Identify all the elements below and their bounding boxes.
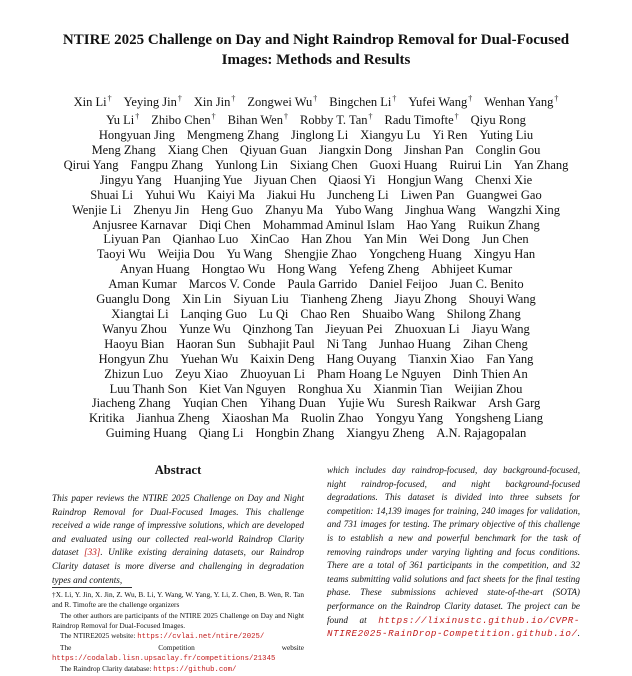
author-line bbox=[30, 277, 602, 292]
author-name: Yujie Wu bbox=[337, 396, 385, 411]
author-name: Liyuan Pan bbox=[103, 232, 161, 247]
author-name: Zhenyu Jin bbox=[133, 202, 190, 217]
author-name: Yefeng Zheng bbox=[348, 262, 420, 277]
author-line bbox=[30, 92, 602, 110]
footnote-label: The Competition website bbox=[60, 642, 304, 652]
author-line bbox=[30, 110, 602, 128]
author-name: Wangzhi Xing bbox=[487, 202, 560, 217]
author-line bbox=[30, 322, 602, 337]
author-name: Conglin Gou bbox=[475, 143, 541, 158]
author-name: Weijian Zhou bbox=[454, 381, 523, 396]
author-line bbox=[30, 426, 602, 441]
author-name: Yuqian Chen bbox=[182, 396, 248, 411]
author-name: Chao Ren bbox=[300, 307, 351, 321]
author-name: Bihan Wen† bbox=[227, 112, 288, 128]
author-line bbox=[30, 411, 602, 426]
author-name: Xianmin Tian bbox=[373, 381, 443, 396]
author-name: Xiang Chen bbox=[167, 143, 228, 158]
author-name: Zihan Cheng bbox=[462, 336, 528, 351]
author-name: Mohammad Aminul Islam bbox=[262, 217, 395, 232]
author-name: Xiaoshan Ma bbox=[221, 411, 289, 426]
author-name: Xin Li† bbox=[73, 94, 112, 110]
author-name: Yihang Duan bbox=[259, 396, 326, 411]
author-line bbox=[30, 262, 602, 277]
author-name: Jiakui Hu bbox=[266, 187, 316, 202]
author-list bbox=[30, 92, 602, 441]
organizer-mark: † bbox=[368, 112, 373, 122]
author-name: Ruolin Zhao bbox=[300, 411, 364, 426]
author-name: Yuhui Wu bbox=[144, 187, 196, 202]
author-name: Yan Min bbox=[363, 232, 408, 247]
author-name: Zhizun Luo bbox=[104, 366, 163, 381]
author-name: Tianxin Xiao bbox=[408, 351, 475, 366]
author-name: Kiet Van Nguyen bbox=[199, 381, 286, 396]
author-name: Lu Qi bbox=[258, 307, 289, 321]
author-name: Wanyu Zhou bbox=[102, 321, 167, 336]
author-name: Hao Yang bbox=[406, 217, 456, 232]
author-name: Haoyu Bian bbox=[104, 336, 165, 351]
author-name: Jianhua Zheng bbox=[136, 411, 210, 426]
author-name: Juan C. Benito bbox=[449, 277, 524, 292]
author-name: Xiangyu Lu bbox=[360, 128, 421, 143]
author-name: Juncheng Li bbox=[327, 187, 389, 202]
author-name: Jiyuan Chen bbox=[254, 172, 317, 187]
author-name: Qiyu Rong bbox=[470, 113, 526, 128]
abstract-left-column bbox=[52, 492, 304, 587]
author-name: Chenxi Xie bbox=[474, 172, 533, 187]
ntire-website-link[interactable]: https://cvlai.net/ntire/2025/ bbox=[137, 633, 265, 641]
author-name: Yeying Jin† bbox=[123, 94, 182, 110]
author-name: Shuai Li bbox=[90, 187, 133, 202]
author-line bbox=[30, 382, 602, 397]
author-name: Yu Li† bbox=[106, 112, 140, 128]
abstract-text: This paper reviews the NTIRE 2025 Challenge on Day and Night Raindrop Removal for Dual-Focused Images. This challenge received a wide range of impressive solutions, which are developed and evaluated using our collected real-world Raindrop Clarity dataset bbox=[52, 493, 304, 558]
author-name: Jinglong Li bbox=[290, 128, 349, 143]
author-name: Zongwei Wu† bbox=[247, 94, 318, 110]
database-link[interactable]: https://github.com/ bbox=[153, 666, 237, 674]
author-line bbox=[30, 218, 602, 233]
author-line bbox=[30, 247, 602, 262]
author-name: Zhanyu Ma bbox=[264, 202, 323, 217]
organizer-mark: † bbox=[177, 94, 182, 103]
footnote-label: The NTIRE2025 website: bbox=[60, 631, 138, 640]
author-line bbox=[30, 158, 602, 173]
abstract-text: . Unlike existing deraining datasets, our Raindrop Clarity dataset is more diverse and challenging in degradation types and contents, bbox=[52, 547, 304, 585]
citation-link[interactable]: [33] bbox=[84, 547, 101, 558]
author-line bbox=[30, 143, 602, 158]
author-name: Shengjie Zhao bbox=[284, 247, 357, 262]
author-name: Jiayu Zhong bbox=[394, 292, 457, 307]
organizer-mark: † bbox=[107, 94, 112, 103]
competition-website-link[interactable]: https://codalab.lisn.upsaclay.fr/competitions/21345 bbox=[52, 654, 276, 663]
author-line bbox=[30, 173, 602, 188]
author-name: Jun Chen bbox=[481, 232, 529, 247]
author-name: Wenhan Yang† bbox=[484, 94, 559, 110]
author-name: Zhuoyuan Li bbox=[240, 366, 305, 381]
author-name: Yunze Wu bbox=[178, 321, 231, 336]
author-name: Aman Kumar bbox=[108, 277, 177, 292]
author-name: Kaiyi Ma bbox=[207, 187, 255, 202]
author-name: Xingyu Han bbox=[473, 247, 536, 262]
footnote-competition-website bbox=[52, 643, 304, 664]
author-name: Shouyi Wang bbox=[468, 292, 536, 307]
author-line bbox=[30, 352, 602, 367]
author-name: Jieyuan Pei bbox=[325, 321, 383, 336]
author-name: Qinzhong Tan bbox=[242, 321, 314, 336]
author-name: Zeyu Xiao bbox=[174, 366, 229, 381]
author-name: Jingyu Yang bbox=[99, 172, 162, 187]
organizer-mark: † bbox=[392, 94, 397, 103]
author-name: Hongjun Wang bbox=[387, 172, 463, 187]
author-name: Yu Wang bbox=[226, 247, 273, 262]
author-name: Anyan Huang bbox=[119, 262, 190, 277]
author-name: Suresh Raikwar bbox=[396, 396, 477, 411]
author-name: Abhijeet Kumar bbox=[431, 262, 513, 277]
author-name: Lanqing Guo bbox=[180, 307, 247, 321]
author-name: Luu Thanh Son bbox=[109, 381, 188, 396]
author-line bbox=[30, 396, 602, 411]
author-name: Kaixin Deng bbox=[250, 351, 315, 366]
author-name: Yongcheng Huang bbox=[368, 247, 462, 262]
author-name: Meng Zhang bbox=[91, 143, 156, 158]
author-name: Heng Guo bbox=[201, 202, 253, 217]
organizer-mark: † bbox=[231, 94, 236, 103]
author-name: Yan Zhang bbox=[513, 157, 569, 172]
author-line bbox=[30, 188, 602, 203]
footnote-database bbox=[52, 664, 304, 675]
author-name: Siyuan Liu bbox=[233, 292, 289, 307]
author-name: Yuting Liu bbox=[479, 128, 534, 143]
author-name: Guiming Huang bbox=[105, 426, 187, 441]
author-name: Ronghua Xu bbox=[297, 381, 362, 396]
author-name: Pham Hoang Le Nguyen bbox=[316, 366, 441, 381]
author-line bbox=[30, 203, 602, 218]
author-name: Xin Jin† bbox=[193, 94, 236, 110]
abstract-text: . bbox=[577, 628, 580, 639]
author-name: Hang Ouyang bbox=[326, 351, 397, 366]
author-name: Diqi Chen bbox=[198, 217, 251, 232]
author-name: Subhajit Paul bbox=[247, 336, 315, 351]
author-name: Ni Tang bbox=[326, 336, 367, 351]
author-name: Yongsheng Liang bbox=[455, 411, 543, 426]
abstract-text: which includes day raindrop-focused, day background-focused, night raindrop-focused, and night background-focused degradations. This dataset is divided into three subsets for competition: 14,139 images for training, 240 images for validation, and 731 images for testing. The primary objective of this challenge is to establish a new and powerful benchmark for the task of removing raindrops under varying lighting and focus conditions. There are a total of 361 participants in the competition, and 32 teams submitting valid solutions and fact sheets for the final testing phase. These submissions achieved state-of-the-art (SOTA) performance on the Raindrop Clarity dataset. The project can be found at bbox=[327, 465, 580, 625]
abstract-right-column bbox=[327, 464, 580, 641]
author-name: Mengmeng Zhang bbox=[186, 128, 279, 143]
author-name: Zhibo Chen† bbox=[151, 112, 216, 128]
author-name: Huanjing Yue bbox=[173, 172, 243, 187]
author-name: Bingchen Li† bbox=[329, 94, 397, 110]
author-name: Shuaibo Wang bbox=[362, 307, 435, 321]
author-name: Arsh Garg bbox=[488, 396, 541, 411]
footnote-divider bbox=[52, 587, 132, 588]
author-name: Kritika bbox=[88, 411, 125, 426]
author-name: Ruirui Lin bbox=[449, 157, 502, 172]
author-name: Hongbin Zhang bbox=[255, 426, 335, 441]
author-name: Tianheng Zheng bbox=[300, 292, 383, 307]
author-name: Hong Wang bbox=[277, 262, 337, 277]
author-name: Hongtao Wu bbox=[201, 262, 266, 277]
author-name: Jiayu Wang bbox=[471, 321, 530, 336]
author-name: Wenjie Li bbox=[72, 202, 122, 217]
author-line bbox=[30, 367, 602, 382]
author-name: Fangpu Zhang bbox=[130, 157, 204, 172]
author-name: Marcos V. Conde bbox=[188, 277, 276, 292]
abstract-heading: Abstract bbox=[154, 463, 202, 477]
author-name: Qiang Li bbox=[198, 426, 244, 441]
author-name: Robby T. Tan† bbox=[299, 112, 373, 128]
author-line bbox=[30, 232, 602, 247]
author-name: Taoyi Wu bbox=[96, 247, 146, 262]
author-name: XinCao bbox=[250, 232, 290, 247]
organizer-mark: † bbox=[283, 112, 288, 122]
organizer-mark: † bbox=[211, 112, 216, 122]
author-name: Qiaosi Yi bbox=[328, 172, 376, 187]
author-name: Paula Garrido bbox=[287, 277, 358, 292]
author-name: Guanglu Dong bbox=[96, 292, 171, 307]
footnote-ntire-website bbox=[52, 631, 304, 642]
author-name: Xiangtai Li bbox=[111, 307, 169, 321]
author-name: Xiangyu Zheng bbox=[346, 426, 425, 441]
author-name: Shilong Zhang bbox=[446, 307, 521, 321]
author-line bbox=[30, 292, 602, 307]
author-line bbox=[30, 337, 602, 352]
footnote-participants: The other authors are participants of the NTIRE 2025 Challenge on Day and Night Raindrop Removal for Dual-Focused Images. bbox=[52, 610, 304, 630]
author-name: Yunlong Lin bbox=[215, 157, 278, 172]
organizer-mark: † bbox=[313, 94, 318, 103]
author-name: Liwen Pan bbox=[400, 187, 455, 202]
author-name: Yongyu Yang bbox=[375, 411, 444, 426]
author-name: Han Zhou bbox=[301, 232, 352, 247]
organizer-mark: † bbox=[468, 94, 473, 103]
author-name: Fan Yang bbox=[486, 351, 534, 366]
organizer-mark: † bbox=[554, 94, 559, 103]
author-name: Yubo Wang bbox=[334, 202, 394, 217]
footnotes bbox=[52, 590, 304, 676]
author-name: A.N. Rajagopalan bbox=[436, 426, 527, 441]
author-name: Guangwei Gao bbox=[466, 187, 542, 202]
author-name: Jiangxin Dong bbox=[318, 143, 393, 158]
author-name: Junhao Huang bbox=[378, 336, 451, 351]
author-name: Wei Dong bbox=[419, 232, 470, 247]
author-name: Xin Lin bbox=[182, 292, 222, 307]
paper-title: NTIRE 2025 Challenge on Day and Night Raindrop Removal for Dual-Focused Images: Methods and Results bbox=[62, 32, 570, 68]
organizer-mark: † bbox=[454, 112, 459, 122]
author-name: Jinshan Pan bbox=[404, 143, 464, 158]
author-name: Weijia Dou bbox=[157, 247, 215, 262]
author-name: Zhuoxuan Li bbox=[394, 321, 460, 336]
author-name: Yufei Wang† bbox=[408, 94, 473, 110]
author-name: Hongyuan Jing bbox=[98, 128, 175, 143]
author-line bbox=[30, 128, 602, 143]
author-name: Anjusree Karnavar bbox=[92, 217, 187, 232]
author-line bbox=[30, 307, 602, 322]
author-name: Jiacheng Zhang bbox=[91, 396, 171, 411]
author-name: Haoran Sun bbox=[176, 336, 236, 351]
author-name: Sixiang Chen bbox=[289, 157, 358, 172]
project-link[interactable]: https://lixinustc.github.io/CVPR-NTIRE2025-RainDrop-Competition.github.io/ bbox=[327, 614, 580, 640]
author-name: Guoxi Huang bbox=[369, 157, 438, 172]
author-name: Qirui Yang bbox=[63, 157, 119, 172]
author-name: Jinghua Wang bbox=[405, 202, 476, 217]
author-name: Qiyuan Guan bbox=[239, 143, 307, 158]
author-name: Qianhao Luo bbox=[172, 232, 239, 247]
author-name: Hongyun Zhu bbox=[98, 351, 169, 366]
author-name: Yi Ren bbox=[432, 128, 468, 143]
footnote-label: The Raindrop Clarity database: bbox=[60, 664, 154, 673]
author-name: Dinh Thien An bbox=[452, 366, 528, 381]
author-name: Daniel Feijoo bbox=[369, 277, 438, 292]
author-name: Radu Timofte† bbox=[384, 112, 459, 128]
author-name: Ruikun Zhang bbox=[467, 217, 540, 232]
footnote-organizers: †X. Li, Y. Jin, X. Jin, Z. Wu, B. Li, Y. Wang, W. Yang, Y. Li, Z. Chen, B. Wen, R. Tan and R. Timofte are the challenge organizers bbox=[52, 590, 304, 609]
author-name: Yuehan Wu bbox=[180, 351, 239, 366]
organizer-mark: † bbox=[135, 112, 140, 122]
